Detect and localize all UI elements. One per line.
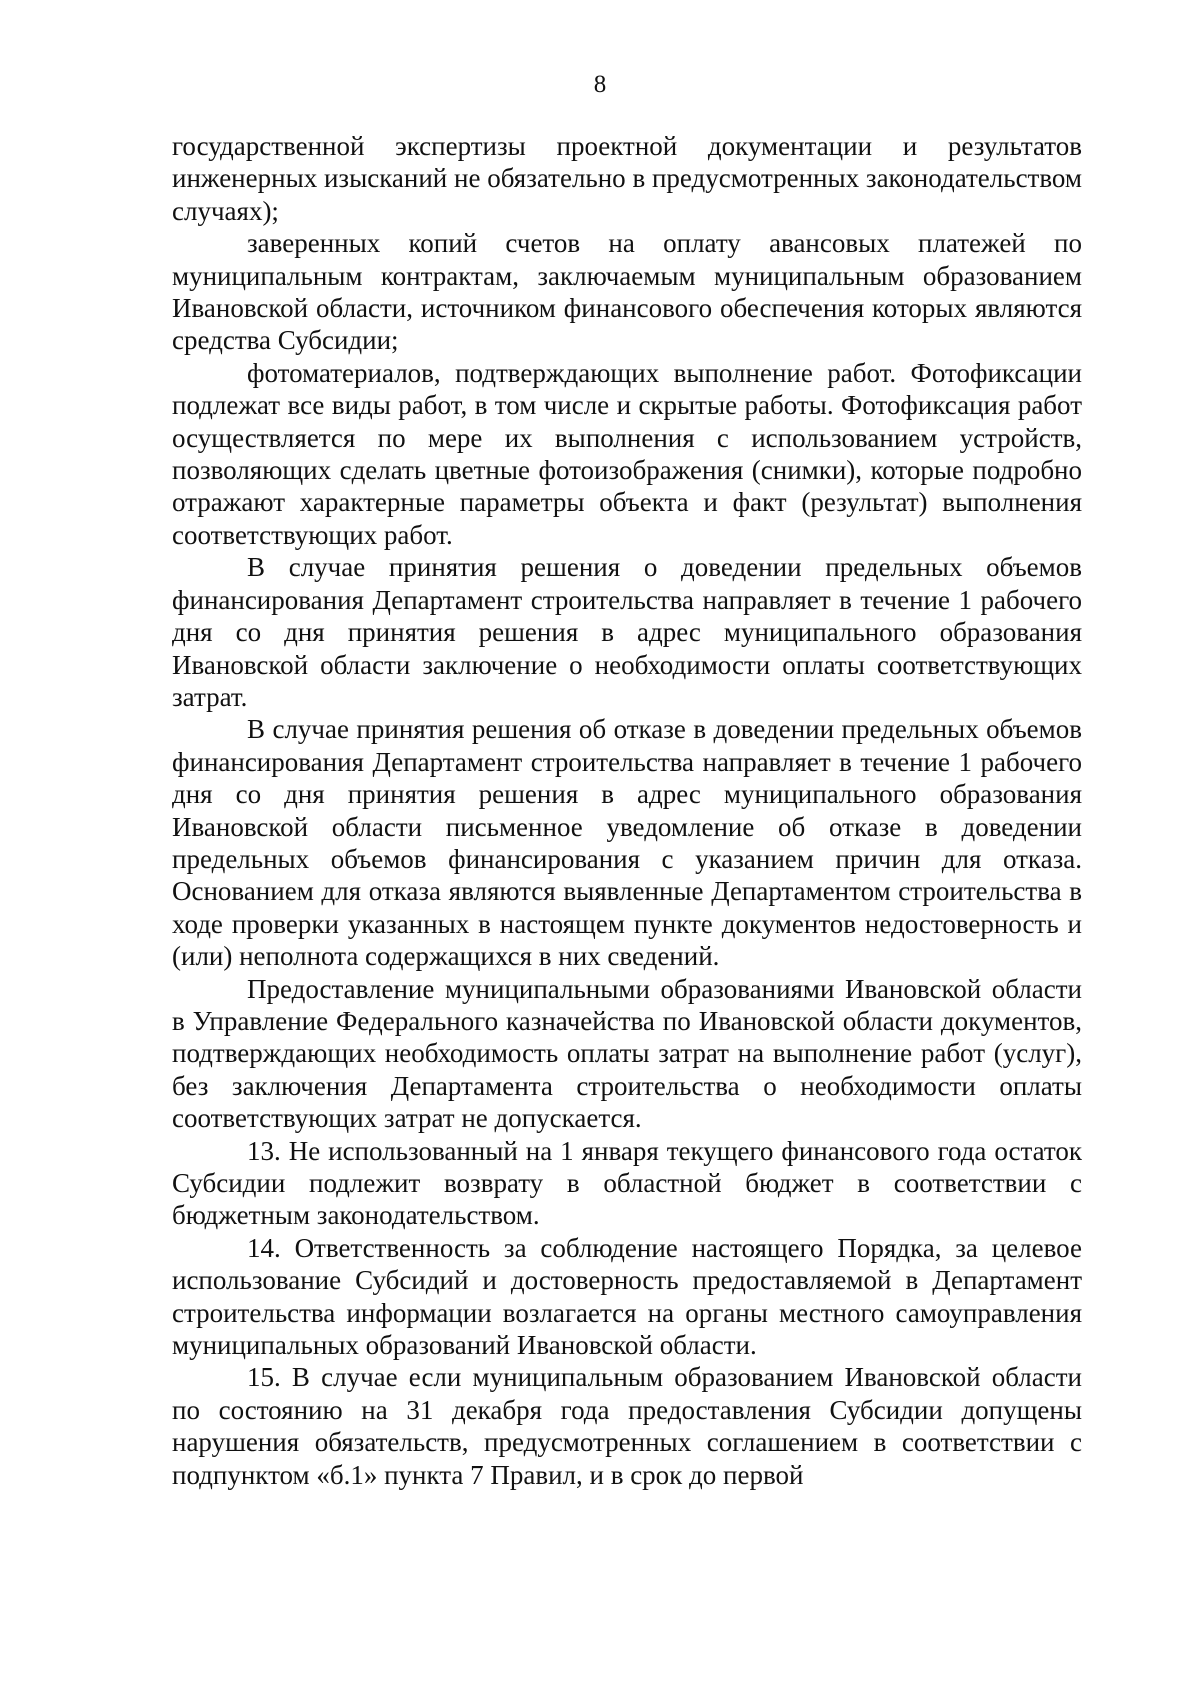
page-number: 8 — [593, 71, 607, 98]
paragraph-item-15: 15. В случае если муниципальным образованием Ивановской области по состоянию на 31 декабря года предоставления Субсидии допущены нарушения обязательств, предусмотренных соглашением в соответствии с подпунктом «б.1» пункта 7 Правил, и в срок до первой — [172, 1362, 1082, 1490]
paragraph-photo-materials: фотоматериалов, подтверждающих выполнение работ. Фотофиксации подлежат все виды работ, в том числе и скрытые работы. Фотофиксация работ осуществляется по мере их выполнения с использованием устройств, позволяющих сделать цветные фотоизображения (снимки), которые подробно отражают характерные параметры объекта и факт (результат) выполнения соответствующих работ. — [172, 357, 1082, 550]
paragraph-funding-approval: В случае принятия решения о доведении предельных объемов финансирования Департамент строительства направляет в течение 1 рабочего дня со дня принятия решения в адрес муниципального образования Ивановской области заключение о необходимости оплаты соответствующих затрат. — [172, 552, 1082, 712]
paragraph-expertise-continuation: государственной экспертизы проектной документации и результатов инженерных изысканий не обязательно в предусмотренных законодательством случаях); — [172, 131, 1082, 226]
paragraph-treasury-submission: Предоставление муниципальными образованиями Ивановской области в Управление Федерального казначейства по Ивановской области документов, подтверждающих необходимость оплаты затрат на выполнение работ (услуг), без заключения Департамента строительства о необходимости оплаты соответствующих затрат не допускается. — [172, 973, 1082, 1134]
paragraph-funding-refusal: В случае принятия решения об отказе в доведении предельных объемов финансирования Департамент строительства направляет в течение 1 рабочего дня со дня принятия решения в адрес муниципального образования Ивановской области письменное уведомление об отказе в доведении предельных объемов финансирования с указанием причин для отказа. Основанием для отказа являются выявленные Департаментом строительства в ходе проверки указанных в настоящем пункте документов недостоверность и (или) неполнота содержащихся в них сведений. — [172, 714, 1082, 972]
document-body — [172, 130, 1082, 1491]
paragraph-invoice-copies: заверенных копий счетов на оплату авансовых платежей по муниципальным контрактам, заключаемым муниципальным образованием Ивановской области, источником финансового обеспечения которых являются средства Субсидии; — [172, 228, 1082, 356]
paragraph-item-13: 13. Не использованный на 1 января текущего финансового года остаток Субсидии подлежит возврату в областной бюджет в соответствии с бюджетным законодательством. — [172, 1135, 1082, 1231]
paragraph-item-14: 14. Ответственность за соблюдение настоящего Порядка, за целевое использование Субсидий и достоверность предоставляемой в Департамент строительства информации возлагается на органы местного самоуправления муниципальных образований Ивановской области. — [172, 1232, 1082, 1361]
